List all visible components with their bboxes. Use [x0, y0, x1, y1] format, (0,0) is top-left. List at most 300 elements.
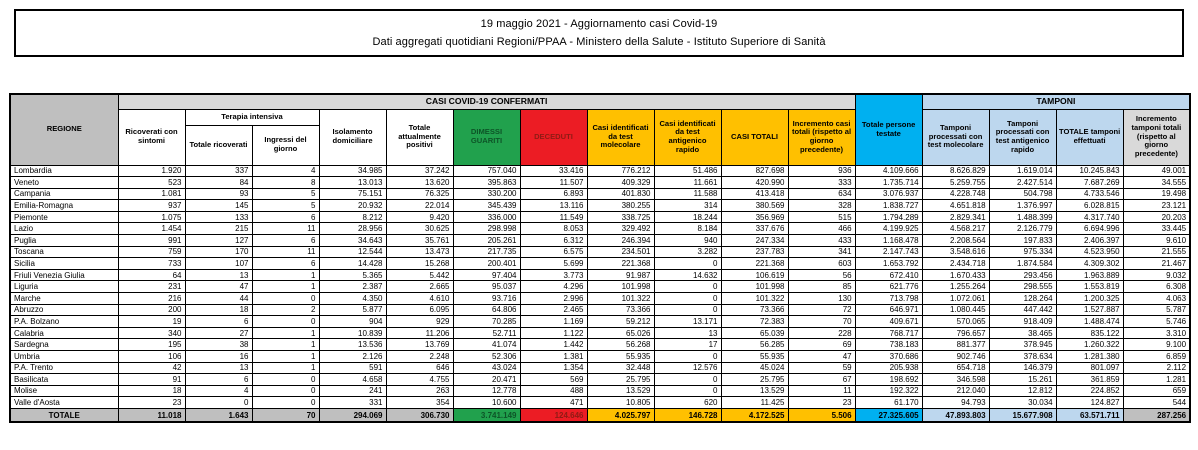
- value-cell: 212.040: [922, 385, 989, 397]
- value-cell: 1.381: [520, 351, 587, 363]
- value-cell: 13.171: [654, 316, 721, 328]
- value-cell: 5.877: [319, 304, 386, 316]
- value-cell: 200: [118, 304, 185, 316]
- table-row: [10, 258, 1190, 270]
- value-cell: 11.588: [654, 188, 721, 200]
- value-cell: 42: [118, 362, 185, 374]
- total-row: [10, 408, 1190, 422]
- value-cell: 47: [788, 351, 855, 363]
- value-cell: 2.126.779: [989, 223, 1056, 235]
- value-cell: 1.081: [118, 188, 185, 200]
- value-cell: 409.329: [587, 177, 654, 189]
- value-cell: 27: [185, 327, 252, 339]
- region-name: Campania: [10, 188, 118, 200]
- value-cell: 6: [252, 211, 319, 223]
- value-cell: 768.717: [855, 327, 922, 339]
- value-cell: 2.387: [319, 281, 386, 293]
- value-cell: 23: [118, 397, 185, 409]
- total-label: TOTALE: [10, 408, 118, 422]
- value-cell: 59.212: [587, 316, 654, 328]
- value-cell: 20.203: [1123, 211, 1190, 223]
- value-cell: 133: [185, 211, 252, 223]
- col-header-deceduti: DECEDUTI: [520, 109, 587, 165]
- value-cell: 12.778: [453, 385, 520, 397]
- value-cell: 16: [185, 351, 252, 363]
- value-cell: 72: [788, 304, 855, 316]
- value-cell: 106.619: [721, 269, 788, 281]
- total-value-cell: 294.069: [319, 408, 386, 422]
- table-row: [10, 351, 1190, 363]
- value-cell: 35.761: [386, 235, 453, 247]
- value-cell: 5.259.755: [922, 177, 989, 189]
- region-name: Sicilia: [10, 258, 118, 270]
- value-cell: 10.839: [319, 327, 386, 339]
- value-cell: 73.366: [721, 304, 788, 316]
- value-cell: 603: [788, 258, 855, 270]
- value-cell: 13.529: [587, 385, 654, 397]
- table-row: [10, 316, 1190, 328]
- value-cell: 646.971: [855, 304, 922, 316]
- value-cell: 4: [252, 165, 319, 177]
- value-cell: 130: [788, 293, 855, 305]
- value-cell: 569: [520, 374, 587, 386]
- value-cell: 4.063: [1123, 293, 1190, 305]
- value-cell: 6.308: [1123, 281, 1190, 293]
- value-cell: 3.548.616: [922, 246, 989, 258]
- value-cell: 241: [319, 385, 386, 397]
- covid-data-table: [9, 93, 1191, 423]
- col-header-totale-positivi: Totale attualmente positivi: [386, 109, 453, 165]
- table-row: [10, 211, 1190, 223]
- value-cell: 25.795: [721, 374, 788, 386]
- value-cell: 881.377: [922, 339, 989, 351]
- value-cell: 2.208.564: [922, 235, 989, 247]
- region-name: Veneto: [10, 177, 118, 189]
- value-cell: 6.893: [520, 188, 587, 200]
- value-cell: 33.445: [1123, 223, 1190, 235]
- value-cell: 234.501: [587, 246, 654, 258]
- value-cell: 6: [185, 316, 252, 328]
- value-cell: 801.097: [1056, 362, 1123, 374]
- value-cell: 65.026: [587, 327, 654, 339]
- value-cell: 8.626.829: [922, 165, 989, 177]
- total-value-cell: 70: [252, 408, 319, 422]
- col-header-incremento-tamponi: Incremento tamponi totali (rispetto al giorno precedente): [1123, 109, 1190, 165]
- value-cell: 237.783: [721, 246, 788, 258]
- value-cell: 51.486: [654, 165, 721, 177]
- value-cell: 2: [252, 304, 319, 316]
- table-row: [10, 362, 1190, 374]
- value-cell: 49.001: [1123, 165, 1190, 177]
- value-cell: 2.665: [386, 281, 453, 293]
- value-cell: 433: [788, 235, 855, 247]
- value-cell: 13: [185, 362, 252, 374]
- value-cell: 0: [654, 351, 721, 363]
- table-row: [10, 281, 1190, 293]
- value-cell: 1.169: [520, 316, 587, 328]
- table-header: [10, 94, 1190, 165]
- value-cell: 9.032: [1123, 269, 1190, 281]
- table-row: [10, 327, 1190, 339]
- region-name: Sardegna: [10, 339, 118, 351]
- value-cell: 776.212: [587, 165, 654, 177]
- value-cell: 4.309.302: [1056, 258, 1123, 270]
- value-cell: 85: [788, 281, 855, 293]
- value-cell: 338.725: [587, 211, 654, 223]
- value-cell: 940: [654, 235, 721, 247]
- value-cell: 654.718: [922, 362, 989, 374]
- value-cell: 378.945: [989, 339, 1056, 351]
- value-cell: 3.282: [654, 246, 721, 258]
- value-cell: 293.456: [989, 269, 1056, 281]
- region-name: Umbria: [10, 351, 118, 363]
- value-cell: 570.065: [922, 316, 989, 328]
- value-cell: 228: [788, 327, 855, 339]
- col-header-totale-ricoverati: Totale ricoverati: [185, 125, 252, 165]
- value-cell: 1: [252, 351, 319, 363]
- value-cell: 4.350: [319, 293, 386, 305]
- value-cell: 759: [118, 246, 185, 258]
- table-row: [10, 397, 1190, 409]
- table-row: [10, 246, 1190, 258]
- value-cell: 328: [788, 200, 855, 212]
- value-cell: 5.787: [1123, 304, 1190, 316]
- value-cell: 902.746: [922, 351, 989, 363]
- table-row: [10, 200, 1190, 212]
- value-cell: 55.935: [587, 351, 654, 363]
- value-cell: 23: [788, 397, 855, 409]
- value-cell: 12.576: [654, 362, 721, 374]
- total-value-cell: 146.728: [654, 408, 721, 422]
- value-cell: 28.956: [319, 223, 386, 235]
- value-cell: 195: [118, 339, 185, 351]
- value-cell: 337.676: [721, 223, 788, 235]
- value-cell: 4.296: [520, 281, 587, 293]
- value-cell: 101.322: [721, 293, 788, 305]
- value-cell: 247.334: [721, 235, 788, 247]
- value-cell: 9.610: [1123, 235, 1190, 247]
- value-cell: 19: [118, 316, 185, 328]
- value-cell: 0: [252, 374, 319, 386]
- value-cell: 2.996: [520, 293, 587, 305]
- value-cell: 1.874.584: [989, 258, 1056, 270]
- value-cell: 1: [252, 269, 319, 281]
- value-cell: 6: [185, 374, 252, 386]
- value-cell: 409.671: [855, 316, 922, 328]
- col-header-regione: REGIONE: [10, 94, 118, 165]
- group-header-terapia-intensiva: Terapia intensiva: [185, 109, 319, 125]
- value-cell: 217.735: [453, 246, 520, 258]
- value-cell: 45.024: [721, 362, 788, 374]
- region-name: Calabria: [10, 327, 118, 339]
- value-cell: 13: [185, 269, 252, 281]
- value-cell: 170: [185, 246, 252, 258]
- value-cell: 56: [788, 269, 855, 281]
- value-cell: 30.034: [989, 397, 1056, 409]
- value-cell: 61.170: [855, 397, 922, 409]
- value-cell: 757.040: [453, 165, 520, 177]
- total-value-cell: 287.256: [1123, 408, 1190, 422]
- value-cell: 2.427.514: [989, 177, 1056, 189]
- value-cell: 15.268: [386, 258, 453, 270]
- value-cell: 523: [118, 177, 185, 189]
- value-cell: 32.448: [587, 362, 654, 374]
- value-cell: 9.420: [386, 211, 453, 223]
- value-cell: 5: [252, 188, 319, 200]
- value-cell: 340: [118, 327, 185, 339]
- value-cell: 11.549: [520, 211, 587, 223]
- region-name: Liguria: [10, 281, 118, 293]
- value-cell: 936: [788, 165, 855, 177]
- table-row: [10, 385, 1190, 397]
- value-cell: 370.686: [855, 351, 922, 363]
- value-cell: 413.418: [721, 188, 788, 200]
- value-cell: 401.830: [587, 188, 654, 200]
- value-cell: 246.394: [587, 235, 654, 247]
- value-cell: 0: [654, 304, 721, 316]
- value-cell: 1.838.727: [855, 200, 922, 212]
- value-cell: 333: [788, 177, 855, 189]
- value-cell: 73.366: [587, 304, 654, 316]
- value-cell: 20.932: [319, 200, 386, 212]
- value-cell: 21.555: [1123, 246, 1190, 258]
- value-cell: 713.798: [855, 293, 922, 305]
- value-cell: 23.121: [1123, 200, 1190, 212]
- value-cell: 34.555: [1123, 177, 1190, 189]
- value-cell: 7.687.269: [1056, 177, 1123, 189]
- value-cell: 6.575: [520, 246, 587, 258]
- region-name: P.A. Trento: [10, 362, 118, 374]
- region-name: Molise: [10, 385, 118, 397]
- value-cell: 0: [654, 281, 721, 293]
- table-row: [10, 177, 1190, 189]
- value-cell: 59: [788, 362, 855, 374]
- value-cell: 2.829.341: [922, 211, 989, 223]
- value-cell: 1.963.889: [1056, 269, 1123, 281]
- value-cell: 12.812: [989, 385, 1056, 397]
- value-cell: 504.798: [989, 188, 1056, 200]
- value-cell: 65.039: [721, 327, 788, 339]
- value-cell: 2.147.743: [855, 246, 922, 258]
- value-cell: 1.488.474: [1056, 316, 1123, 328]
- value-cell: 1.200.325: [1056, 293, 1123, 305]
- value-cell: 1.527.887: [1056, 304, 1123, 316]
- value-cell: 8.212: [319, 211, 386, 223]
- total-value-cell: 124.646: [520, 408, 587, 422]
- value-cell: 6.312: [520, 235, 587, 247]
- value-cell: 14.428: [319, 258, 386, 270]
- value-cell: 345.439: [453, 200, 520, 212]
- value-cell: 106: [118, 351, 185, 363]
- value-cell: 70.285: [453, 316, 520, 328]
- col-header-totale-tamponi: TOTALE tamponi effettuati: [1056, 109, 1123, 165]
- region-name: Piemonte: [10, 211, 118, 223]
- value-cell: 20.471: [453, 374, 520, 386]
- col-header-casi-totali: CASI TOTALI: [721, 109, 788, 165]
- value-cell: 13.529: [721, 385, 788, 397]
- value-cell: 337: [185, 165, 252, 177]
- value-cell: 6.028.815: [1056, 200, 1123, 212]
- table-row: [10, 269, 1190, 281]
- value-cell: 221.368: [587, 258, 654, 270]
- value-cell: 904: [319, 316, 386, 328]
- value-cell: 1.281.380: [1056, 351, 1123, 363]
- region-name: Toscana: [10, 246, 118, 258]
- value-cell: 835.122: [1056, 327, 1123, 339]
- value-cell: 5.442: [386, 269, 453, 281]
- value-cell: 991: [118, 235, 185, 247]
- value-cell: 298.998: [453, 223, 520, 235]
- value-cell: 56.285: [721, 339, 788, 351]
- value-cell: 4.228.748: [922, 188, 989, 200]
- value-cell: 34.643: [319, 235, 386, 247]
- value-cell: 55.935: [721, 351, 788, 363]
- value-cell: 1.794.289: [855, 211, 922, 223]
- value-cell: 101.998: [721, 281, 788, 293]
- value-cell: 1.281: [1123, 374, 1190, 386]
- value-cell: 0: [252, 397, 319, 409]
- value-cell: 124.827: [1056, 397, 1123, 409]
- value-cell: 38: [185, 339, 252, 351]
- value-cell: 1.670.433: [922, 269, 989, 281]
- value-cell: 76.325: [386, 188, 453, 200]
- total-value-cell: 1.643: [185, 408, 252, 422]
- value-cell: 18.244: [654, 211, 721, 223]
- value-cell: 336.000: [453, 211, 520, 223]
- value-cell: 205.938: [855, 362, 922, 374]
- value-cell: 298.555: [989, 281, 1056, 293]
- value-cell: 107: [185, 258, 252, 270]
- value-cell: 471: [520, 397, 587, 409]
- value-cell: 12.544: [319, 246, 386, 258]
- total-value-cell: 47.893.803: [922, 408, 989, 422]
- value-cell: 2.248: [386, 351, 453, 363]
- value-cell: 1: [252, 327, 319, 339]
- group-header-casi-confermati: CASI COVID-19 CONFERMATI: [118, 94, 855, 109]
- group-header-tamponi: TAMPONI: [922, 94, 1190, 109]
- value-cell: 10.245.843: [1056, 165, 1123, 177]
- value-cell: 2.465: [520, 304, 587, 316]
- value-cell: 200.401: [453, 258, 520, 270]
- value-cell: 330.200: [453, 188, 520, 200]
- value-cell: 4.109.666: [855, 165, 922, 177]
- value-cell: 466: [788, 223, 855, 235]
- value-cell: 11.206: [386, 327, 453, 339]
- value-cell: 356.969: [721, 211, 788, 223]
- value-cell: 3.310: [1123, 327, 1190, 339]
- total-value-cell: 11.018: [118, 408, 185, 422]
- value-cell: 69: [788, 339, 855, 351]
- value-cell: 10.805: [587, 397, 654, 409]
- value-cell: 1.255.264: [922, 281, 989, 293]
- value-cell: 11: [252, 246, 319, 258]
- table-row: [10, 235, 1190, 247]
- value-cell: 4: [185, 385, 252, 397]
- col-header-casi-test-antigenico: Casi identificati da test antigenico rapido: [654, 109, 721, 165]
- total-value-cell: 63.571.711: [1056, 408, 1123, 422]
- region-name: Abruzzo: [10, 304, 118, 316]
- region-name: Marche: [10, 293, 118, 305]
- table-row: [10, 188, 1190, 200]
- value-cell: 95.037: [453, 281, 520, 293]
- value-cell: 17: [654, 339, 721, 351]
- value-cell: 1.735.714: [855, 177, 922, 189]
- value-cell: 796.657: [922, 327, 989, 339]
- value-cell: 52.711: [453, 327, 520, 339]
- value-cell: 2.112: [1123, 362, 1190, 374]
- value-cell: 11.661: [654, 177, 721, 189]
- value-cell: 4.658: [319, 374, 386, 386]
- value-cell: 672.410: [855, 269, 922, 281]
- value-cell: 733: [118, 258, 185, 270]
- value-cell: 93: [185, 188, 252, 200]
- value-cell: 634: [788, 188, 855, 200]
- total-value-cell: 27.325.605: [855, 408, 922, 422]
- total-value-cell: 4.025.797: [587, 408, 654, 422]
- region-name: Basilicata: [10, 374, 118, 386]
- value-cell: 101.998: [587, 281, 654, 293]
- value-cell: 0: [654, 258, 721, 270]
- value-cell: 13.116: [520, 200, 587, 212]
- value-cell: 0: [252, 385, 319, 397]
- value-cell: 2.126: [319, 351, 386, 363]
- value-cell: 11.425: [721, 397, 788, 409]
- value-cell: 4.523.950: [1056, 246, 1123, 258]
- value-cell: 6: [252, 258, 319, 270]
- value-cell: 5.746: [1123, 316, 1190, 328]
- value-cell: 11.507: [520, 177, 587, 189]
- value-cell: 380.255: [587, 200, 654, 212]
- value-cell: 231: [118, 281, 185, 293]
- col-header-casi-test-molecolare: Casi identificati da test molecolare: [587, 109, 654, 165]
- value-cell: 1.122: [520, 327, 587, 339]
- value-cell: 0: [252, 293, 319, 305]
- value-cell: 67: [788, 374, 855, 386]
- value-cell: 47: [185, 281, 252, 293]
- value-cell: 43.024: [453, 362, 520, 374]
- value-cell: 937: [118, 200, 185, 212]
- value-cell: 420.990: [721, 177, 788, 189]
- value-cell: 346.598: [922, 374, 989, 386]
- region-name: Valle d'Aosta: [10, 397, 118, 409]
- col-header-persone-testate: Totale persone testate: [855, 94, 922, 165]
- title-line-2: Dati aggregati quotidiani Regioni/PPAA - Ministero della Salute - Istituto Superiore di Sanità: [372, 36, 826, 49]
- value-cell: 221.368: [721, 258, 788, 270]
- table-row: [10, 223, 1190, 235]
- value-cell: 6.859: [1123, 351, 1190, 363]
- value-cell: 128.264: [989, 293, 1056, 305]
- value-cell: 84: [185, 177, 252, 189]
- value-cell: 4.733.546: [1056, 188, 1123, 200]
- value-cell: 37.242: [386, 165, 453, 177]
- value-cell: 93.716: [453, 293, 520, 305]
- value-cell: 361.859: [1056, 374, 1123, 386]
- value-cell: 216: [118, 293, 185, 305]
- col-header-ricoverati-sintomi: Ricoverati con sintomi: [118, 109, 185, 165]
- value-cell: 25.795: [587, 374, 654, 386]
- value-cell: 5: [252, 200, 319, 212]
- value-cell: 8.053: [520, 223, 587, 235]
- value-cell: 64: [118, 269, 185, 281]
- value-cell: 0: [252, 316, 319, 328]
- value-cell: 13.473: [386, 246, 453, 258]
- value-cell: 827.698: [721, 165, 788, 177]
- value-cell: 13.536: [319, 339, 386, 351]
- value-cell: 41.074: [453, 339, 520, 351]
- value-cell: 197.833: [989, 235, 1056, 247]
- value-cell: 15.261: [989, 374, 1056, 386]
- value-cell: 4.651.818: [922, 200, 989, 212]
